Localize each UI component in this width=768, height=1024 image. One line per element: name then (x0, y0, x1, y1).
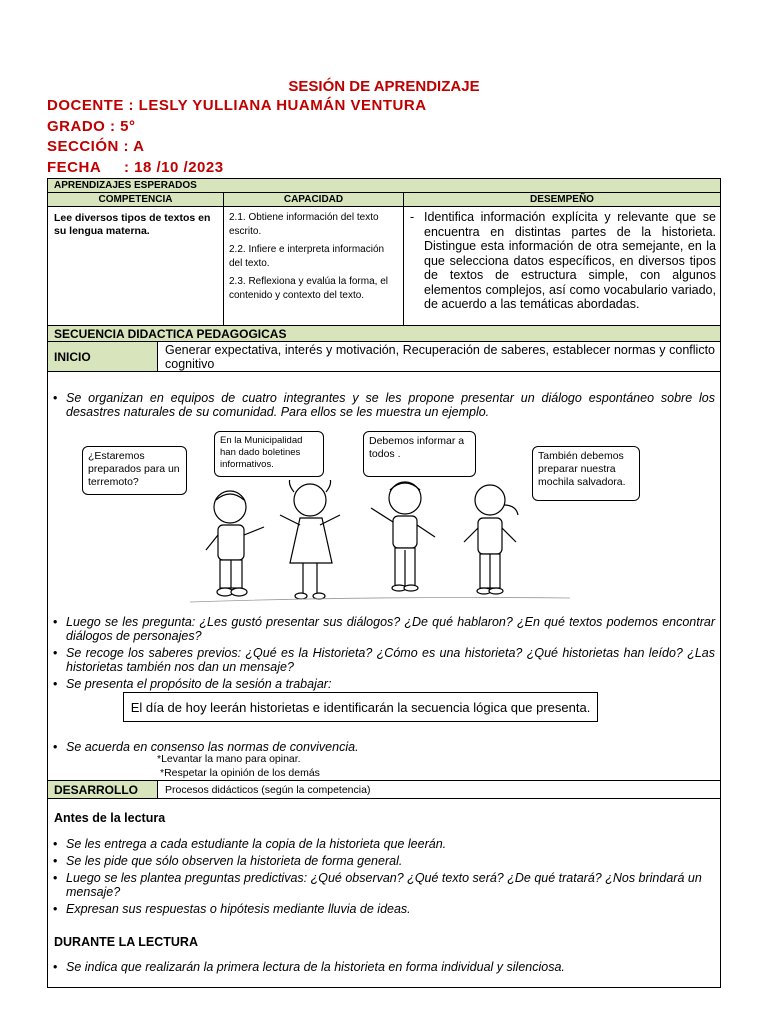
norm-item: *Levantar la mano para opinar. (157, 753, 301, 765)
norms-list (157, 753, 320, 780)
desarrollo-text-cell (157, 780, 721, 799)
inicio-label-cell (47, 341, 158, 372)
docente-line: DOCENTE : LESLY YULLIANA HUAMÁN VENTURA (47, 97, 427, 114)
inicio-label: INICIO (54, 350, 91, 364)
child-figure (464, 485, 518, 594)
bullet-list-antes (50, 837, 715, 916)
speech-bubble: En la Municipalidad han dado boletines informativos. (214, 431, 324, 477)
speech-bubble: ¿Estaremos preparados para un terremoto? (82, 446, 187, 495)
col-header-desempeno: DESEMPEÑO (403, 192, 721, 207)
col-header-capacidad: CAPACIDAD (223, 192, 404, 207)
aprendizajes-title: APRENDIZAJES ESPERADOS (54, 180, 197, 191)
child-figure (371, 482, 435, 591)
desarrollo-label: DESARROLLO (54, 783, 138, 797)
desempeno-text: Identifica información explícita y relevante que se encuentra en distintas partes de la historieta. Distingue esta información de otra semejante, en la que selecciona datos específicos, en diversos tipos de textos de estructura simple, con algunos elementos complejos, así como vocabulario variado, de acuerdo a las temáticas abordadas. (424, 210, 716, 311)
list-item: • Se les entrega a cada estudiante la copia de la historieta que leerán. (50, 837, 715, 851)
list-item: • Luego se les plantea preguntas predictivas: ¿Qué observan? ¿Qué texto será? ¿De qué tratará? ¿Nos brindará un mensaje? (50, 871, 715, 899)
secuencia-title: SECUENCIA DIDACTICA PEDAGOGICAS (54, 327, 287, 341)
desempeno-cell (403, 206, 721, 326)
child-figure (206, 491, 264, 596)
speech-bubble: Debemos informar a todos . (363, 431, 476, 477)
bullet-list-1 (50, 391, 715, 419)
purpose-box (123, 692, 598, 722)
capacidad-item: 2.2. Infiere e interpreta información del texto. (229, 244, 385, 269)
children-illustration (150, 480, 570, 615)
bullet-list-durante (50, 960, 715, 974)
capacidad-item: 2.3. Reflexiona y evalúa la forma, el contenido y contexto del texto. (229, 276, 388, 301)
child-figure (280, 480, 340, 599)
aprendizajes-header (47, 178, 721, 193)
inicio-text: Generar expectativa, interés y motivación, Recuperación de saberes, establecer normas y conflicto cognitivo (165, 343, 715, 371)
fecha-label: FECHA (47, 159, 102, 176)
seccion-line: SECCIÓN : A (47, 138, 145, 155)
list-item: • Se indica que realizarán la primera lectura de la historieta en forma individual y silenciosa. (50, 960, 715, 974)
desempeno-dash: - (410, 210, 415, 224)
desarrollo-text: Procesos didácticos (según la competencia) (165, 784, 371, 796)
bullet-list-2 (50, 615, 715, 691)
capacidad-cell (223, 206, 404, 326)
list-item: • Se acuerda en consenso las normas de convivencia. (50, 740, 715, 754)
secuencia-header (47, 325, 721, 342)
capacidad-item: 2.1. Obtiene información del texto escrito. (229, 212, 379, 237)
durante-title: DURANTE LA LECTURA (54, 935, 198, 949)
list-item: • Se organizan en equipos de cuatro integrantes y se les propone presentar un diálogo espontáneo sobre los desastres naturales de su comunidad. Para ellos se les muestra un ejemplo. (50, 391, 715, 419)
norm-item: *Respetar la opinión de los demás (160, 766, 320, 779)
purpose-text: El día de hoy leerán historietas e identificarán la secuencia lógica que presenta. (130, 699, 591, 715)
desarrollo-label-cell (47, 780, 158, 799)
speech-bubble: También debemos preparar nuestra mochila salvadora. (532, 446, 640, 501)
list-item: • Se presenta el propósito de la sesión a trabajar: (50, 677, 715, 691)
list-item: • Se les pide que sólo observen la historieta de forma general. (50, 854, 715, 868)
inicio-text-cell (157, 341, 721, 372)
list-item: • Se recoge los saberes previos: ¿Qué es la Historieta? ¿Cómo es una historieta? ¿Qué historietas han leído? ¿Las historietas también nos dan un mensaje? (50, 646, 715, 674)
fecha-value: : 18 /10 /2023 (124, 159, 224, 176)
col-header-competencia: COMPETENCIA (47, 192, 224, 207)
antes-title: Antes de la lectura (54, 811, 166, 825)
list-item: • Expresan sus respuestas o hipótesis mediante lluvia de ideas. (50, 902, 715, 916)
competencia-cell (47, 206, 224, 326)
grado-line: GRADO : 5° (47, 118, 136, 135)
bullet-list-3 (50, 740, 715, 754)
page-title: SESIÓN DE APRENDIZAJE (288, 78, 480, 95)
list-item: • Luego se les pregunta: ¿Les gustó presentar sus diálogos? ¿De qué hablaron? ¿En qué textos podemos encontrar diálogos de personajes? (50, 615, 715, 643)
competencia-text: Lee diversos tipos de textos en su lengua materna. (54, 212, 211, 237)
